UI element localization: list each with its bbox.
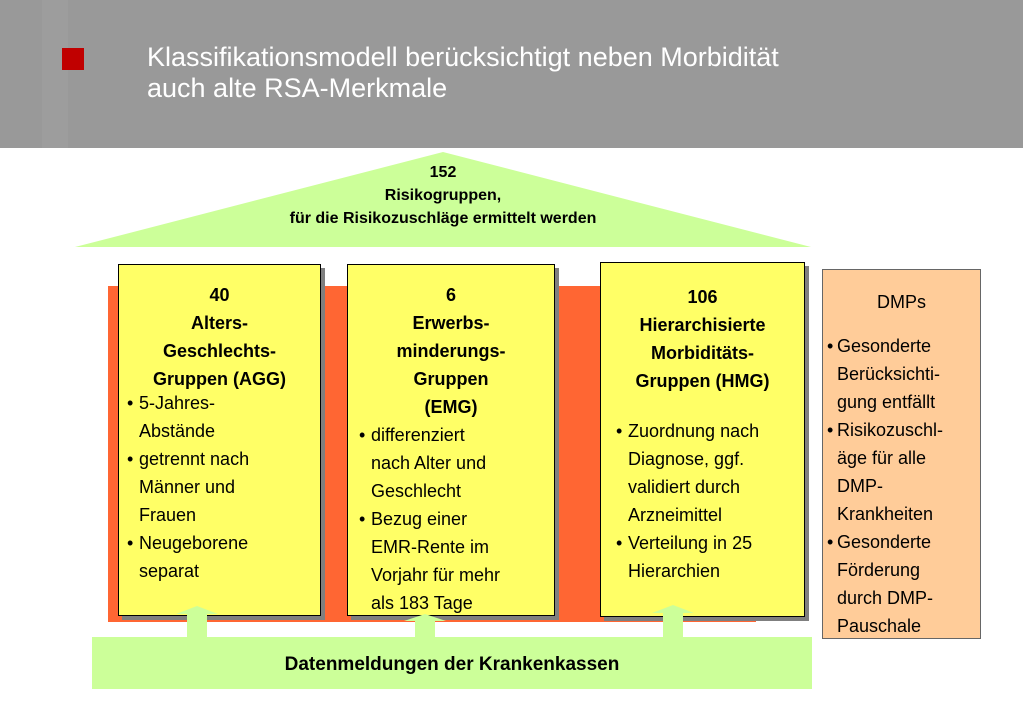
pillar-hmg-count: 106 xyxy=(687,287,718,307)
list-item xyxy=(359,505,554,617)
pillar-emg-count: 6 xyxy=(445,285,456,305)
pillar-emg-heading-line: Gruppen xyxy=(413,369,489,389)
list-item-line: Pauschale xyxy=(837,616,922,636)
list-item-line: Männer und xyxy=(139,477,236,497)
list-item-line: • Zuordnung nach xyxy=(628,421,760,441)
roof-count: 152 xyxy=(429,164,457,181)
list-item-line: Berücksichti- xyxy=(837,364,941,384)
pillar-agg-heading-line: Gruppen (AGG) xyxy=(153,369,286,389)
slide-title xyxy=(147,42,1007,104)
list-item-line: als 183 Tage xyxy=(371,593,473,613)
list-item-line: separat xyxy=(139,561,200,581)
list-item-line: Hierarchien xyxy=(628,561,721,581)
list-item-line: Vorjahr für mehr xyxy=(371,565,501,585)
list-item-line: durch DMP- xyxy=(837,588,934,608)
pillar-agg-count: 40 xyxy=(209,285,230,305)
pillar-emg-heading xyxy=(348,265,554,421)
roof-line-2: Risikogruppen, xyxy=(384,187,502,204)
list-item-line: Arzneimittel xyxy=(628,505,723,525)
pillar-hmg-heading-line: Hierarchisierte xyxy=(639,315,766,335)
pillar-agg-heading-line: Geschlechts- xyxy=(162,341,277,361)
list-item xyxy=(127,529,320,585)
pillar-emg-heading-line: Erwerbs- xyxy=(412,313,490,333)
pillar-emg-heading-line: (EMG) xyxy=(424,397,478,417)
list-item-line: gung entfällt xyxy=(837,392,936,412)
roof-line-3: für die Risikozuschläge ermittelt werden xyxy=(289,210,597,227)
roof-label xyxy=(75,161,811,230)
list-item xyxy=(127,389,320,445)
list-item-line: nach Alter und xyxy=(371,453,487,473)
list-item-line: • Risikozuschl- xyxy=(837,420,944,440)
data-reporting-label: Datenmeldungen der Krankenkassen xyxy=(284,654,620,675)
list-item xyxy=(827,528,980,640)
list-item xyxy=(359,421,554,505)
data-reporting-bar xyxy=(92,637,812,689)
list-item-line: • 5-Jahres- xyxy=(139,393,216,413)
pillar-agg xyxy=(118,264,321,616)
pillar-hmg-heading xyxy=(601,263,804,395)
list-item-line: EMR-Rente im xyxy=(371,537,490,557)
list-item-line: • Verteilung in 25 xyxy=(628,533,753,553)
list-item-line: • Gesonderte xyxy=(837,336,932,356)
pillar-emg-bullets xyxy=(359,421,554,617)
list-item-line: • getrennt nach xyxy=(139,449,250,469)
list-item-line: • Gesonderte xyxy=(837,532,932,552)
pillar-agg-heading-line: Alters- xyxy=(190,313,248,333)
arrow-up-icon xyxy=(404,614,446,638)
arrow-up-icon xyxy=(176,606,218,638)
list-item-line: Geschlecht xyxy=(371,481,462,501)
list-item-line: DMP- xyxy=(837,476,883,496)
list-item-line: äge für alle xyxy=(837,448,927,468)
list-item xyxy=(827,416,980,528)
list-item xyxy=(827,332,980,416)
list-item xyxy=(616,417,804,529)
pillar-hmg xyxy=(600,262,805,617)
list-item xyxy=(616,529,804,585)
list-item-line: Frauen xyxy=(139,505,197,525)
list-item-line: Diagnose, ggf. xyxy=(628,449,745,469)
pillar-hmg-heading-line: Morbiditäts- xyxy=(651,343,754,363)
risk-groups-roof xyxy=(75,150,811,250)
pillar-emg-heading-line: minderungs- xyxy=(396,341,506,361)
pillar-hmg-heading-line: Gruppen (HMG) xyxy=(635,371,770,391)
list-item-line: Abstände xyxy=(139,421,216,441)
title-marker-square xyxy=(62,48,84,70)
pillar-agg-heading xyxy=(119,265,320,393)
pillar-emg xyxy=(347,264,555,616)
list-item-line: • Neugeborene xyxy=(139,533,249,553)
list-item xyxy=(127,445,320,529)
pillar-hmg-bullets xyxy=(616,417,804,585)
list-item-line: • Bezug einer xyxy=(371,509,468,529)
dmp-title: DMPs xyxy=(877,292,926,312)
dmp-bullets xyxy=(823,332,980,640)
list-item-line: validiert durch xyxy=(628,477,741,497)
header-accent-strip xyxy=(42,0,68,148)
list-item-line: Krankheiten xyxy=(837,504,934,524)
slide-title-line-2: auch alte RSA-Merkmale xyxy=(147,73,448,103)
slide-title-line-1: Klassifikationsmodell berücksichtigt neben Morbidität xyxy=(147,42,779,72)
dmp-box xyxy=(822,269,981,639)
list-item-line: Förderung xyxy=(837,560,921,580)
header-bar xyxy=(0,0,1023,148)
arrow-up-icon xyxy=(652,605,694,638)
pillar-agg-bullets xyxy=(127,389,320,585)
list-item-line: • differenziert xyxy=(371,425,465,445)
